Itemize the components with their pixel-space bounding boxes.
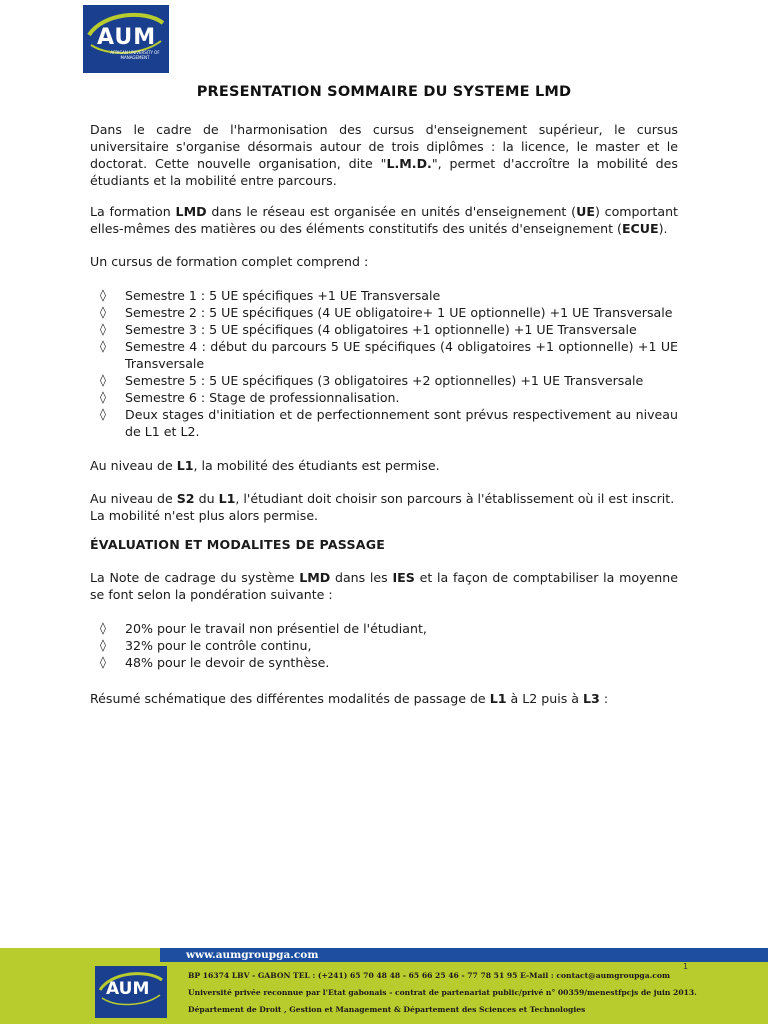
footer-aum-logo <box>95 966 167 1018</box>
aum-logo <box>83 5 169 73</box>
footer-contact-line: BP 16374 LBV - GABON TEL : (+241) 65 70 48 48 - 65 66 25 46 - 77 78 51 95 E-Mail : contact@aumgroupga.com <box>188 971 671 980</box>
list-item: ◊ Semestre 2 : 5 UE spécifiques (4 UE obligatoire+ 1 UE optionnelle) +1 UE Transversale <box>100 305 673 320</box>
intro-p2-ue: UE <box>576 204 595 219</box>
intro-p1-text-b: ", permet d'accroître la mobilité des étudiants et la mobilité entre parcours. <box>90 156 678 188</box>
list-item: ◊ Semestre 6 : Stage de professionnalisation. <box>100 390 400 405</box>
list-item: ◊ Semestre 3 : 5 UE spécifiques (4 obligatoires +1 optionnelle) +1 UE Transversale <box>100 322 637 337</box>
diamond-bullet-icon: ◊ <box>100 655 106 669</box>
diamond-bullet-icon: ◊ <box>100 339 106 353</box>
footer-logo-brand: AUM <box>106 979 150 999</box>
list-item: ◊ Semestre 5 : 5 UE spécifiques (3 obligatoires +2 optionnelles) +1 UE Transversale <box>100 373 644 388</box>
intro-paragraph-2 <box>90 203 678 237</box>
intro-p2-lmd: LMD <box>175 204 207 219</box>
semester-list <box>100 287 678 440</box>
diamond-bullet-icon: ◊ <box>100 390 106 404</box>
list-item: ◊ Semestre 1 : 5 UE spécifiques +1 UE Transversale <box>100 288 441 303</box>
diamond-bullet-icon: ◊ <box>100 621 106 635</box>
intro-p2-text-b: dans le réseau est organisée en unités d'enseignement ( <box>206 204 577 219</box>
logo-subtitle: AFRICAN UNIVERSITY OF MANAGEMENT <box>110 50 160 60</box>
diamond-bullet-icon: ◊ <box>100 305 106 319</box>
intro-p2-text-c: ) comportant elles-mêmes des matières ou des éléments constitutifs des unités d'enseignement ( <box>90 204 678 236</box>
diamond-bullet-icon: ◊ <box>100 322 106 336</box>
list-item: ◊ 32% pour le contrôle continu, <box>100 638 312 653</box>
list-item: ◊ Deux stages d'initiation et de perfectionnement sont prévus respectivement au niveau de L1 et L2. <box>100 407 678 439</box>
intro-p1-lmd: L.M.D. <box>386 156 432 171</box>
intro-p2-ecue: ECUE <box>621 221 659 236</box>
intro-p1-text-a: Dans le cadre de l'harmonisation des cursus d'enseignement supérieur, le cursus universitaire s'organise désormais autour de trois diplômes : la licence, le master et le doctorat. Cette nouvelle organisation, dite " <box>90 122 678 171</box>
footer-departments-line: Département de Droit , Gestion et Management & Département des Sciences et Technologies <box>188 1005 586 1014</box>
list-item: ◊ 20% pour le travail non présentiel de l'étudiant, <box>100 621 427 636</box>
diamond-bullet-icon: ◊ <box>100 407 106 421</box>
mobility-l1: Au niveau de L1, la mobilité des étudiants est permise. <box>90 458 440 473</box>
intro-paragraph-3: Un cursus de formation complet comprend : <box>90 254 369 269</box>
evaluation-paragraph: La Note de cadrage du système LMD dans les IES et la façon de comptabiliser la moyenne se font selon la pondération suivante : <box>90 570 678 602</box>
list-item: ◊ Semestre 4 : début du parcours 5 UE spécifiques (4 obligatoires +1 optionnelle) +1 UE Transversale <box>100 339 678 371</box>
page-number: 1 <box>683 962 689 971</box>
diamond-bullet-icon: ◊ <box>100 288 106 302</box>
list-item: ◊ 48% pour le devoir de synthèse. <box>100 655 330 670</box>
logo-brand: AUM <box>97 25 157 50</box>
footer-accreditation-line: Université privée reconnue par l'Etat gabonais - contrat de partenariat public/privé n° 00359/menestfpcjs de juin 2013. <box>188 988 697 997</box>
section-heading-evaluation: ÉVALUATION ET MODALITES DE PASSAGE <box>90 537 386 552</box>
summary-line: Résumé schématique des différentes modalités de passage de L1 à L2 puis à L3 : <box>90 691 609 706</box>
footer-url[interactable]: www.aumgroupga.com <box>186 949 319 961</box>
mobility-s2: Au niveau de S2 du L1, l'étudiant doit choisir son parcours à l'établissement où il est inscrit. La mobilité n'est plus alors permise. <box>90 491 675 523</box>
intro-p2-text-d: ). <box>658 221 668 236</box>
diamond-bullet-icon: ◊ <box>100 373 106 387</box>
diamond-bullet-icon: ◊ <box>100 638 106 652</box>
intro-p2-text-a: La formation <box>90 204 176 219</box>
intro-paragraph-1 <box>90 121 678 189</box>
page-title: PRESENTATION SOMMAIRE DU SYSTEME LMD <box>196 84 572 100</box>
weighting-list <box>100 620 678 671</box>
